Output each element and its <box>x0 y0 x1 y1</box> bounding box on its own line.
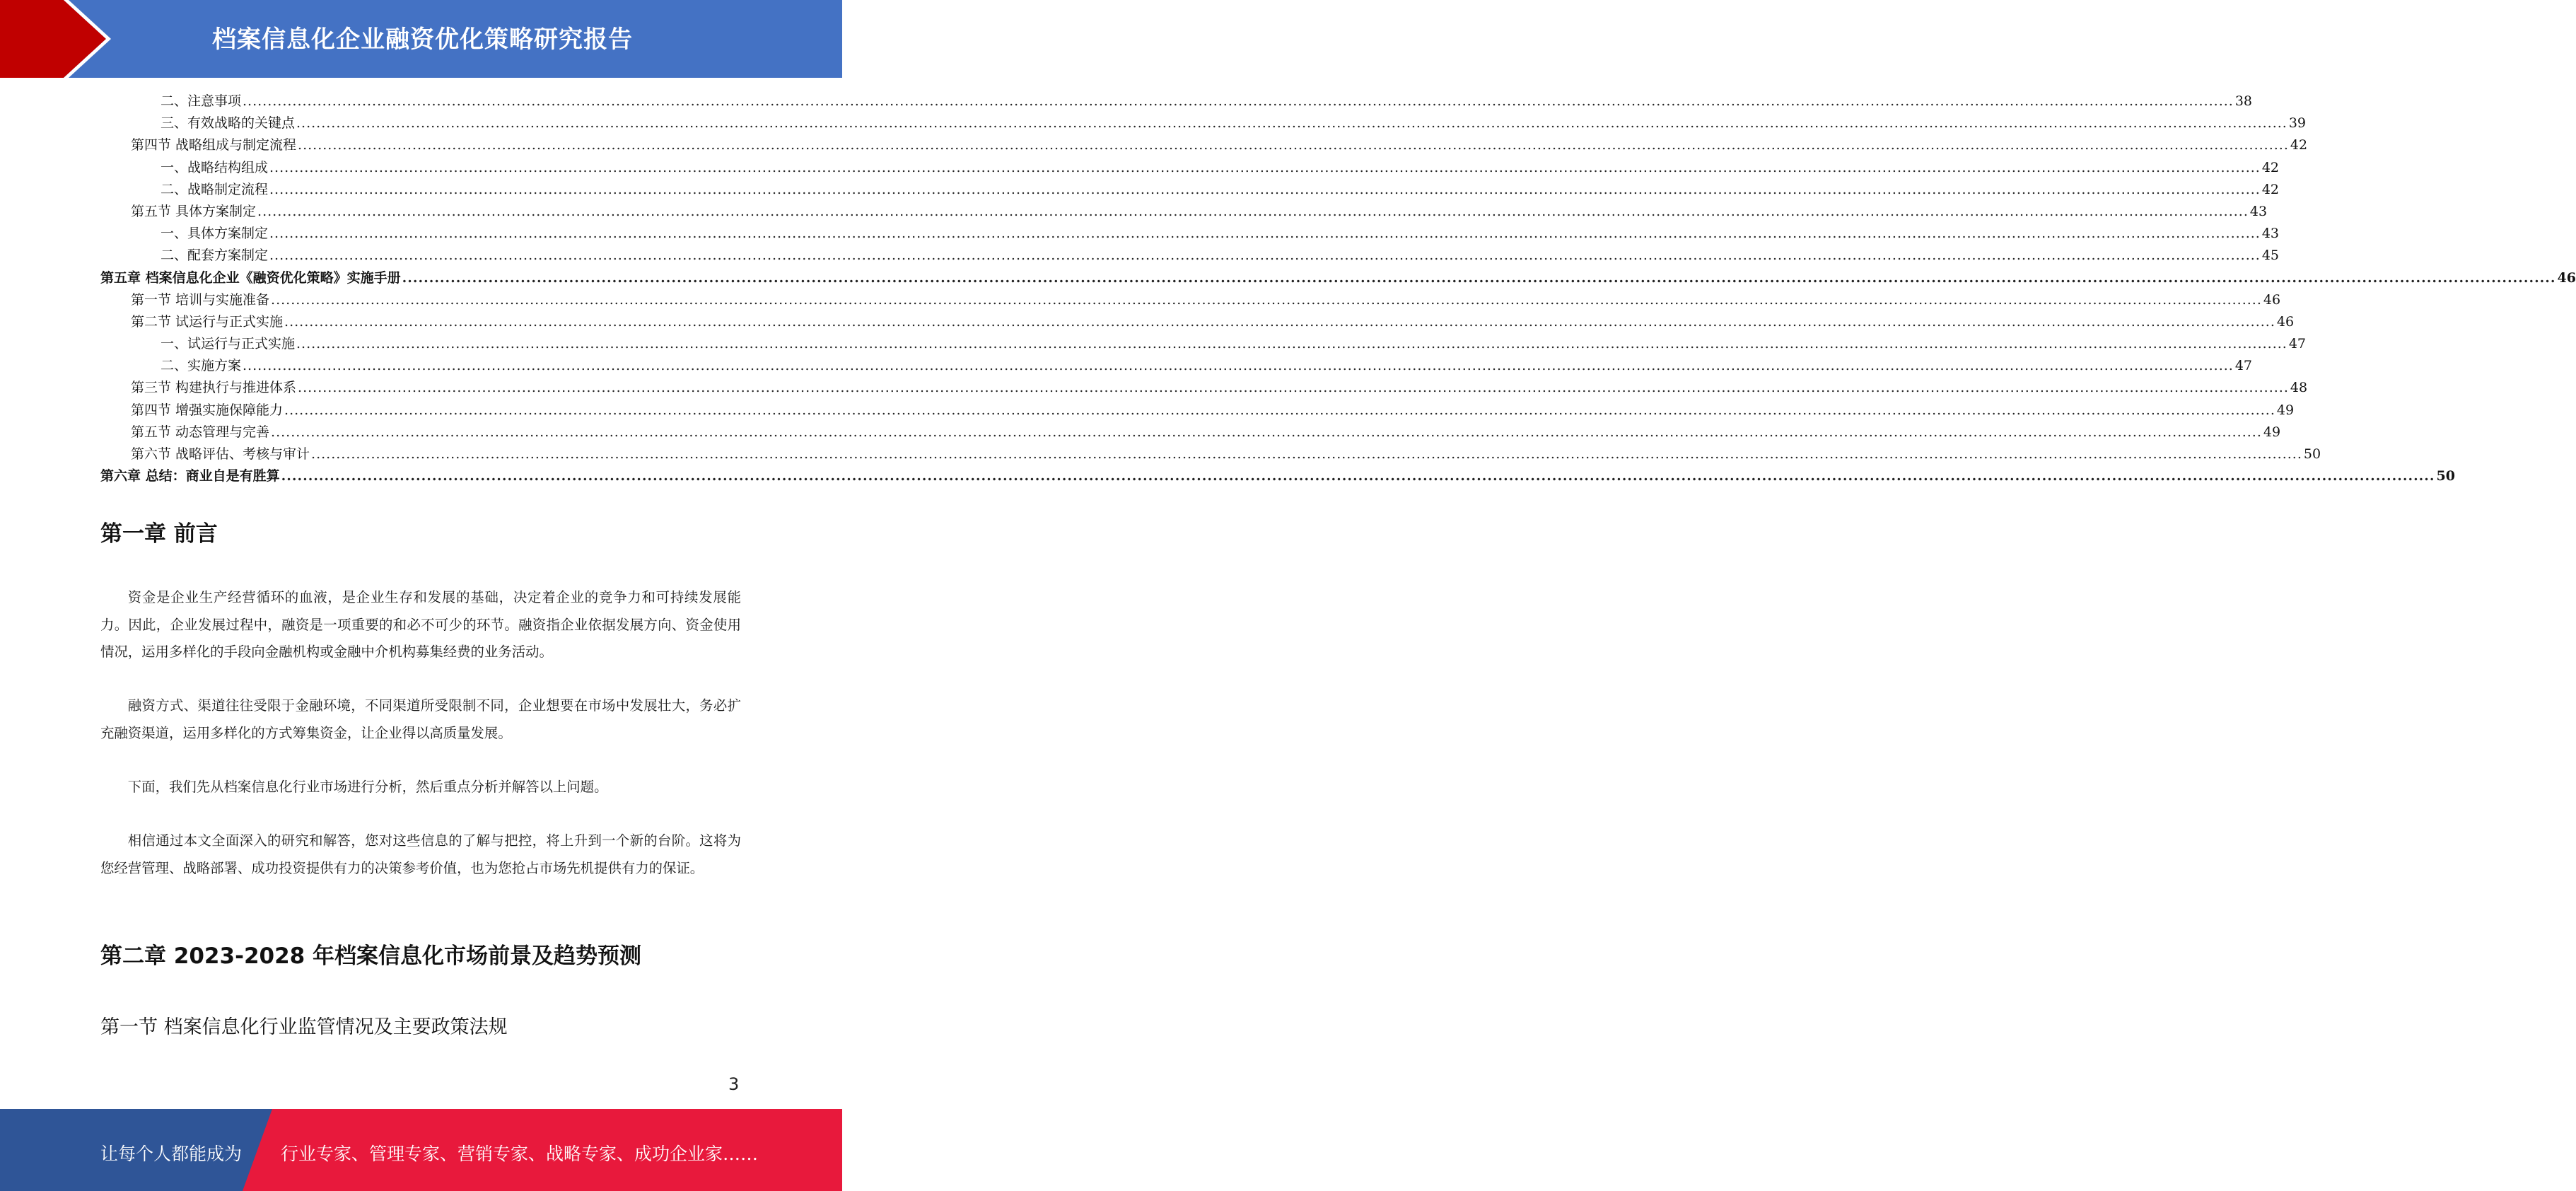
toc-dot-leader: ................................................................................................................................................................................................................................................................................................................................................................................................................ <box>402 269 2556 286</box>
section-1-heading: 第一节 档案信息化行业监管情况及主要政策法规 <box>100 1016 508 1038</box>
toc-entry-title: 第四节 战略组成与制定流程 <box>131 137 297 153</box>
toc-section-entry[interactable] <box>100 311 2295 333</box>
toc-subsection-entry[interactable] <box>100 91 2253 112</box>
toc-dot-leader: ................................................................................................................................................................................................................................................................................................................................................................................................................ <box>257 203 2249 219</box>
toc-page-number: 49 <box>2276 402 2295 418</box>
chapter-1-paragraph-1: 资金是企业生产经营循环的血液，是企业生存和发展的基础，决定着企业的竞争力和可持续发展能力。因此，企业发展过程中，融资是一项重要的和必不可少的环节。融资指企业依据发展方向、资金使用情况，运用多样化的手段向金融机构或金融中介机构募集经费的业务活动。 <box>100 589 741 660</box>
toc-dot-leader: ................................................................................................................................................................................................................................................................................................................................................................................................................ <box>296 336 2287 352</box>
toc-dot-leader: ................................................................................................................................................................................................................................................................................................................................................................................................................ <box>243 93 2234 109</box>
chapter-1-paragraph-3: 下面，我们先从档案信息化行业市场进行分析，然后重点分析并解答以上问题。 <box>127 779 608 795</box>
toc-page-number: 46 <box>2557 269 2576 286</box>
toc-page-number: 47 <box>2288 336 2307 352</box>
toc-entry-title: 一、战略结构组成 <box>161 159 269 175</box>
toc-entry-title: 二、实施方案 <box>161 358 242 374</box>
toc-dot-leader: ................................................................................................................................................................................................................................................................................................................................................................................................................ <box>271 424 2262 440</box>
toc-entry-title: 第一节 培训与实施准备 <box>131 291 270 308</box>
footer-slogan-right: 行业专家、管理专家、营销专家、战略专家、成功企业家…… <box>281 1144 759 1164</box>
toc-dot-leader: ................................................................................................................................................................................................................................................................................................................................................................................................................ <box>298 137 2289 153</box>
toc-page-number: 46 <box>2276 313 2295 330</box>
toc-subsection-entry[interactable] <box>100 245 2280 267</box>
toc-page-number: 39 <box>2288 115 2307 132</box>
toc-page-number: 43 <box>2261 226 2280 242</box>
toc-section-entry[interactable] <box>100 289 2281 311</box>
chapter-1-paragraph-2: 融资方式、渠道往往受限于金融环境，不同渠道所受限制不同，企业想要在市场中发展壮大，务必扩充融资渠道，运用多样化的方式筹集资金，让企业得以高质量发展。 <box>100 697 741 741</box>
table-of-contents <box>100 91 2576 487</box>
toc-page-number: 50 <box>2303 446 2321 462</box>
chapter-1-paragraph-4: 相信通过本文全面深入的研究和解答，您对这些信息的了解与把控，将上升到一个新的台阶。这将为您经营管理、战略部署、成功投资提供有力的决策参考价值，也为您抢占市场先机提供有力的保证。 <box>100 832 741 876</box>
toc-dot-leader: ................................................................................................................................................................................................................................................................................................................................................................................................................ <box>269 248 2261 264</box>
toc-dot-leader: ................................................................................................................................................................................................................................................................................................................................................................................................................ <box>311 446 2302 462</box>
toc-section-entry[interactable] <box>100 400 2295 422</box>
toc-entry-title: 二、战略制定流程 <box>161 181 269 197</box>
toc-entry-title: 第五节 动态管理与完善 <box>131 424 270 440</box>
toc-page-number: 43 <box>2249 203 2268 219</box>
toc-chapter-entry[interactable] <box>100 267 2576 289</box>
toc-page-number: 42 <box>2261 159 2280 175</box>
toc-dot-leader: ................................................................................................................................................................................................................................................................................................................................................................................................................ <box>243 358 2234 374</box>
toc-dot-leader: ................................................................................................................................................................................................................................................................................................................................................................................................................ <box>298 380 2289 396</box>
page-footer <box>0 1109 842 1191</box>
page-number: 3 <box>728 1074 740 1094</box>
toc-dot-leader: ................................................................................................................................................................................................................................................................................................................................................................................................................ <box>284 313 2275 330</box>
toc-entry-title: 第五节 具体方案制定 <box>131 203 257 219</box>
footer-slogan-left: 让每个人都能成为 <box>100 1144 243 1164</box>
toc-section-entry[interactable] <box>100 422 2281 443</box>
toc-subsection-entry[interactable] <box>100 157 2280 179</box>
toc-page-number: 42 <box>2290 137 2308 153</box>
toc-page-number: 46 <box>2263 291 2281 308</box>
toc-page-number: 50 <box>2436 468 2455 484</box>
toc-page-number: 48 <box>2290 380 2308 396</box>
toc-section-entry[interactable] <box>100 201 2268 223</box>
toc-dot-leader: ................................................................................................................................................................................................................................................................................................................................................................................................................ <box>271 291 2262 308</box>
chapter-2-heading: 第二章 2023-2028 年档案信息化市场前景及趋势预测 <box>100 943 642 969</box>
toc-entry-title: 二、注意事项 <box>161 93 242 109</box>
toc-entry-title: 第五章 档案信息化企业《融资优化策略》实施手册 <box>100 269 401 286</box>
toc-page-number: 49 <box>2263 424 2281 440</box>
toc-subsection-entry[interactable] <box>100 112 2307 134</box>
toc-page-number: 38 <box>2234 93 2253 109</box>
toc-entry-title: 第六章 总结：商业自是有胜算 <box>100 468 280 484</box>
toc-entry-title: 三、有效战略的关键点 <box>161 115 296 132</box>
toc-page-number: 47 <box>2234 358 2253 374</box>
toc-chapter-entry[interactable] <box>100 465 2455 487</box>
toc-entry-title: 第二节 试运行与正式实施 <box>131 313 284 330</box>
toc-entry-title: 一、具体方案制定 <box>161 226 269 242</box>
toc-dot-leader: ................................................................................................................................................................................................................................................................................................................................................................................................................ <box>284 402 2275 418</box>
toc-dot-leader: ................................................................................................................................................................................................................................................................................................................................................................................................................ <box>281 468 2435 484</box>
toc-section-entry[interactable] <box>100 443 2321 465</box>
toc-page-number: 45 <box>2261 248 2280 264</box>
toc-page-number: 42 <box>2261 181 2280 197</box>
toc-dot-leader: ................................................................................................................................................................................................................................................................................................................................................................................................................ <box>269 181 2261 197</box>
toc-dot-leader: ................................................................................................................................................................................................................................................................................................................................................................................................................ <box>269 159 2261 175</box>
toc-entry-title: 一、试运行与正式实施 <box>161 336 296 352</box>
toc-subsection-entry[interactable] <box>100 223 2280 245</box>
toc-subsection-entry[interactable] <box>100 355 2253 377</box>
toc-subsection-entry[interactable] <box>100 333 2307 355</box>
toc-entry-title: 二、配套方案制定 <box>161 248 269 264</box>
chapter-1-heading: 第一章 前言 <box>100 521 218 547</box>
toc-dot-leader: ................................................................................................................................................................................................................................................................................................................................................................................................................ <box>269 226 2261 242</box>
report-title: 档案信息化企业融资优化策略研究报告 <box>212 25 633 54</box>
toc-dot-leader: ................................................................................................................................................................................................................................................................................................................................................................................................................ <box>296 115 2287 132</box>
toc-section-entry[interactable] <box>100 377 2308 399</box>
toc-section-entry[interactable] <box>100 134 2308 156</box>
toc-entry-title: 第四节 增强实施保障能力 <box>131 402 284 418</box>
toc-entry-title: 第六节 战略评估、考核与审计 <box>131 446 310 462</box>
toc-subsection-entry[interactable] <box>100 179 2280 201</box>
toc-entry-title: 第三节 构建执行与推进体系 <box>131 380 297 396</box>
page-header <box>0 0 842 78</box>
